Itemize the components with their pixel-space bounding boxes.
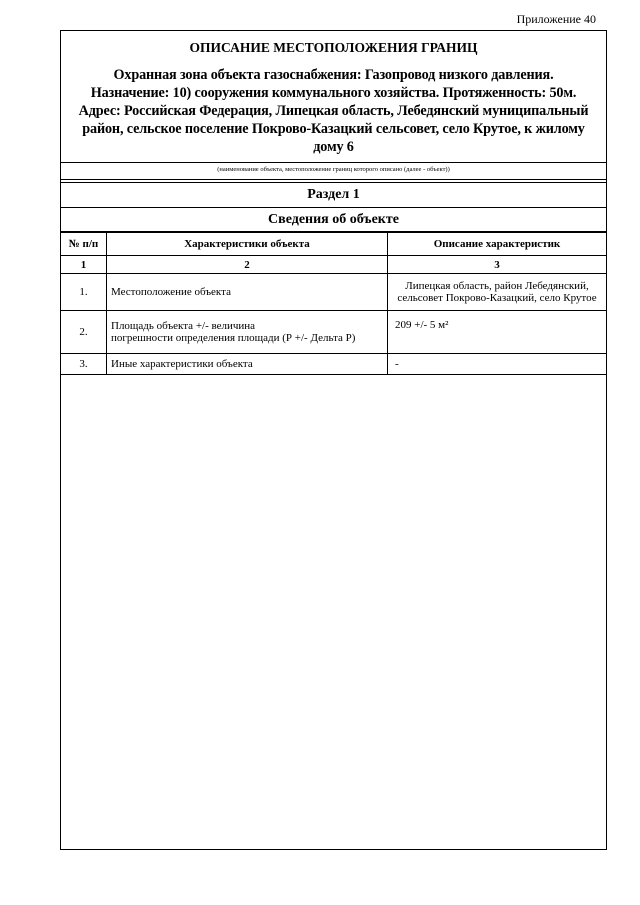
characteristic-line: Местоположение объекта bbox=[111, 286, 231, 298]
characteristic-line: Иные характеристики объекта bbox=[111, 358, 253, 370]
index-cell: 1 bbox=[61, 256, 107, 274]
object-line: Охранная зона объекта газоснабжения: Газопровод низкого давления. bbox=[113, 67, 554, 83]
table-row bbox=[61, 274, 606, 311]
header-description: Описание характеристик bbox=[388, 233, 607, 256]
subsection-title: Сведения об объекте bbox=[61, 208, 606, 232]
characteristic-line: погрешности определения площади (Р +/- Дельта Р) bbox=[111, 332, 356, 344]
header-number: № п/п bbox=[61, 233, 107, 256]
appendix-label: Приложение 40 bbox=[516, 12, 596, 26]
row-characteristic bbox=[107, 274, 388, 311]
table-row bbox=[61, 354, 606, 375]
page-title: ОПИСАНИЕ МЕСТОПОЛОЖЕНИЯ ГРАНИЦ bbox=[189, 40, 478, 55]
table-row bbox=[61, 311, 606, 354]
object-description bbox=[61, 66, 606, 156]
description-line: Липецкая область, район Лебедянский, bbox=[405, 280, 589, 292]
row-number: 2. bbox=[61, 311, 107, 354]
document-frame bbox=[60, 30, 607, 850]
row-description bbox=[388, 274, 607, 311]
row-characteristic bbox=[107, 354, 388, 375]
characteristic-line: Площадь объекта +/- величина bbox=[111, 320, 256, 332]
object-line: дому 6 bbox=[313, 139, 354, 155]
description-line: 209 +/- 5 м² bbox=[395, 319, 449, 331]
object-line: район, сельское поселение Покрово-Казацкий сельсовет, село Крутое, к жилому bbox=[82, 121, 585, 137]
table-header-row bbox=[61, 233, 606, 256]
object-line: Адрес: Российская Федерация, Липецкая область, Лебедянский муниципальный bbox=[78, 103, 589, 119]
object-line: Назначение: 10) сооружения коммунального хозяйства. Протяженность: 50м. bbox=[90, 85, 577, 101]
table-index-row bbox=[61, 256, 606, 274]
row-description bbox=[388, 354, 607, 375]
row-number: 3. bbox=[61, 354, 107, 375]
header-characteristics: Характеристики объекта bbox=[107, 233, 388, 256]
description-line: сельсовет Покрово-Казацкий, село Крутое bbox=[397, 292, 597, 304]
object-info-table bbox=[61, 232, 606, 375]
row-number: 1. bbox=[61, 274, 107, 311]
description-line: - bbox=[395, 358, 399, 370]
index-cell: 2 bbox=[107, 256, 388, 274]
row-description bbox=[388, 311, 607, 354]
section-title: Раздел 1 bbox=[61, 182, 606, 208]
header-block bbox=[61, 40, 606, 163]
index-cell: 3 bbox=[388, 256, 607, 274]
object-caption: (наименование объекта, местоположение границ которого описано (далее - объект)) bbox=[61, 163, 606, 180]
row-characteristic bbox=[107, 311, 388, 354]
